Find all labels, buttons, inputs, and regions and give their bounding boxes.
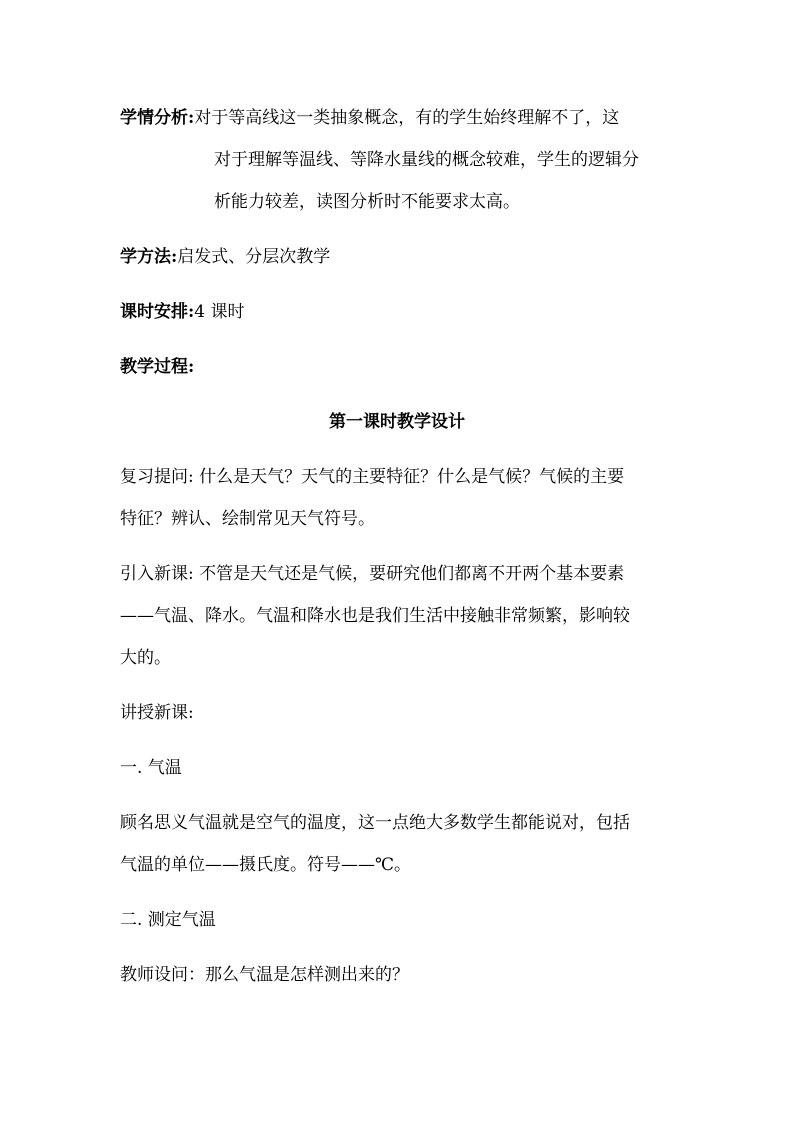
teacher-question: 教师设问：那么气温是怎样测出来的？ <box>120 965 409 985</box>
definition-line-2: 气温的单位——摄氏度。符号——℃。 <box>120 855 412 875</box>
student-analysis-label: 学情分析: <box>120 108 195 128</box>
teaching-process-label: 教学过程: <box>120 357 195 377</box>
class-hours-value: 4 课时 <box>194 302 245 322</box>
student-analysis-line-2: 对于理解等温线、等降水量线的概念较难，学生的逻辑分 <box>214 150 639 170</box>
learning-method-value: 启发式、分层次教学 <box>177 247 331 267</box>
student-analysis-line-1 <box>120 106 619 130</box>
class-hours-label: 课时安排: <box>120 302 195 322</box>
class-hours <box>120 300 245 324</box>
intro-line-2: ——气温、降水。气温和降水也是我们生活中接触非常频繁，影响较 <box>120 606 630 626</box>
student-analysis-line-3: 析能力较差，读图分析时不能要求太高。 <box>214 192 520 212</box>
heading-temperature: 一. 气温 <box>120 758 182 778</box>
student-analysis-text-1: 对于等高线这一类抽象概念，有的学生始终理解不了，这 <box>194 108 620 128</box>
intro-line-3: 大的。 <box>120 648 171 668</box>
review-line-2: 特征？辨认、绘制常见天气符号。 <box>120 509 375 529</box>
definition-line-1: 顾名思义气温就是空气的温度，这一点绝大多数学生都能说对，包括 <box>120 813 630 833</box>
review-line-1: 复习提问: 什么是天气？天气的主要特征？什么是气候？气候的主要 <box>120 467 625 487</box>
section-title: 第一课时教学设计 <box>329 412 465 432</box>
learning-method-label: 学方法: <box>120 247 178 267</box>
intro-line-1: 引入新课: 不管是天气还是气候，要研究他们都离不开两个基本要素 <box>120 564 625 584</box>
new-lesson-label: 讲授新课: <box>120 703 194 723</box>
learning-method <box>120 245 330 269</box>
heading-measure-temperature: 二. 测定气温 <box>120 910 216 930</box>
